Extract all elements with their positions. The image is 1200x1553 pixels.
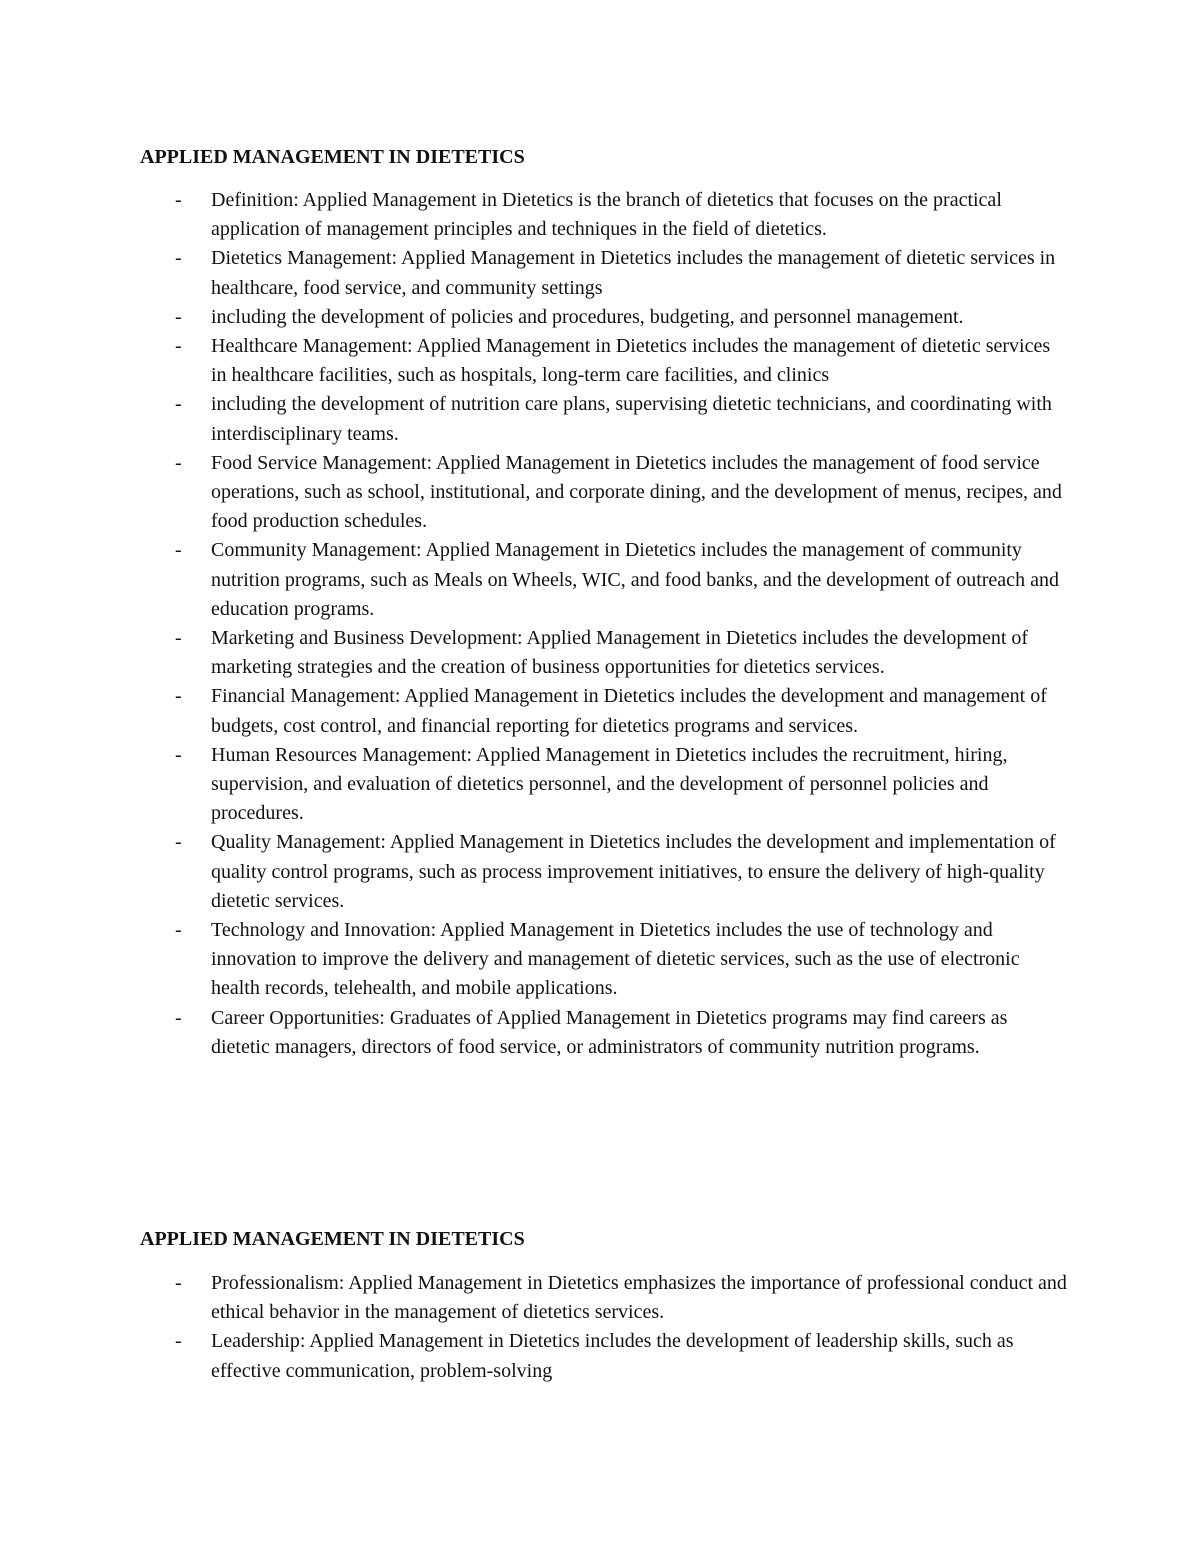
bullet-dash: -	[175, 1272, 182, 1294]
list-item-text: Professionalism: Applied Management in Dietetics emphasizes the importance of professional conduct and ethical behavior in the management of dietetics services.	[211, 1272, 1067, 1324]
bullet-dash: -	[175, 1006, 182, 1029]
list-item-text: Food Service Management: Applied Management in Dietetics includes the management of food service operations, such as school, institutional, and corporate dining, and the development of menus, recipes, and food production schedules.	[211, 451, 1062, 533]
list-item-text: Marketing and Business Development: Applied Management in Dietetics includes the development of marketing strategies and the creation of business opportunities for dietetics services.	[211, 627, 1029, 679]
list-item-text: Definition: Applied Management in Dietetics is the branch of dietetics that focuses on the practical application of management principles and techniques in the field of dietetics.	[211, 189, 1002, 241]
bullet-list	[140, 1269, 1070, 1386]
list-item	[140, 828, 1070, 916]
list-item	[140, 186, 1070, 244]
list-item-text: Dietetics Management: Applied Management in Dietetics includes the management of dietetic services in healthcare, food service, and community settings	[211, 247, 1056, 299]
bullet-dash: -	[175, 305, 182, 328]
list-item-text: Quality Management: Applied Management in Dietetics includes the development and implementation of quality control programs, such as process improvement initiatives, to ensure the delivery of high-quality dietetic services.	[211, 831, 1056, 912]
list-item-text: Community Management: Applied Management in Dietetics includes the management of community nutrition programs, such as Meals on Wheels, WIC, and food banks, and the development of outreach and education programs.	[211, 539, 1059, 620]
bullet-dash: -	[175, 393, 182, 416]
list-item-text: including the development of policies and procedures, budgeting, and personnel management.	[211, 305, 964, 328]
list-item	[140, 536, 1070, 624]
bullet-dash: -	[175, 743, 182, 766]
list-item-text: Technology and Innovation: Applied Management in Dietetics includes the use of technology and innovation to improve the delivery and management of dietetic services, such as the use of electronic health records, telehealth, and mobile applications.	[211, 919, 1020, 1000]
list-item	[140, 741, 1070, 829]
section-heading: APPLIED MANAGEMENT IN DIETETICS	[140, 1228, 525, 1250]
list-item	[140, 332, 1070, 390]
bullet-dash: -	[175, 627, 182, 650]
list-item-text: Career Opportunities: Graduates of Applied Management in Dietetics programs may find careers as dietetic managers, directors of food service, or administrators of community nutrition programs.	[211, 1006, 1008, 1058]
bullet-dash: -	[175, 189, 182, 211]
bullet-dash: -	[175, 247, 182, 270]
list-item	[140, 449, 1070, 537]
list-item	[140, 916, 1070, 1004]
list-item-text: Healthcare Management: Applied Management in Dietetics includes the management of dietetic services in healthcare facilities, such as hospitals, long-term care facilities, and clinics	[211, 335, 1051, 387]
bullet-dash: -	[175, 1330, 182, 1353]
list-item	[140, 624, 1070, 682]
list-item-text: Human Resources Management: Applied Management in Dietetics includes the recruitment, hiring, supervision, and evaluation of dietetics personnel, and the development of personnel policies and procedures.	[211, 743, 1008, 825]
list-item-text: Financial Management: Applied Management in Dietetics includes the development and management of budgets, cost control, and financial reporting for dietetics programs and services.	[211, 685, 1047, 737]
list-item	[140, 303, 1070, 332]
list-item-text: Leadership: Applied Management in Dietetics includes the development of leadership skills, such as effective communication, problem-solving	[211, 1330, 1014, 1382]
list-item	[140, 1269, 1070, 1327]
bullet-dash: -	[175, 335, 182, 358]
list-item	[140, 682, 1070, 740]
bullet-dash: -	[175, 919, 182, 942]
list-item	[140, 244, 1070, 302]
section-heading: APPLIED MANAGEMENT IN DIETETICS	[140, 146, 525, 168]
list-item	[140, 390, 1070, 448]
bullet-list	[140, 186, 1070, 1062]
bullet-dash: -	[175, 831, 182, 854]
bullet-dash: -	[175, 685, 182, 708]
list-item-text: including the development of nutrition care plans, supervising dietetic technicians, and coordinating with interdisciplinary teams.	[211, 393, 1052, 445]
list-item	[140, 1327, 1070, 1385]
bullet-dash: -	[175, 451, 182, 474]
list-item	[140, 1004, 1070, 1062]
bullet-dash: -	[175, 539, 182, 562]
